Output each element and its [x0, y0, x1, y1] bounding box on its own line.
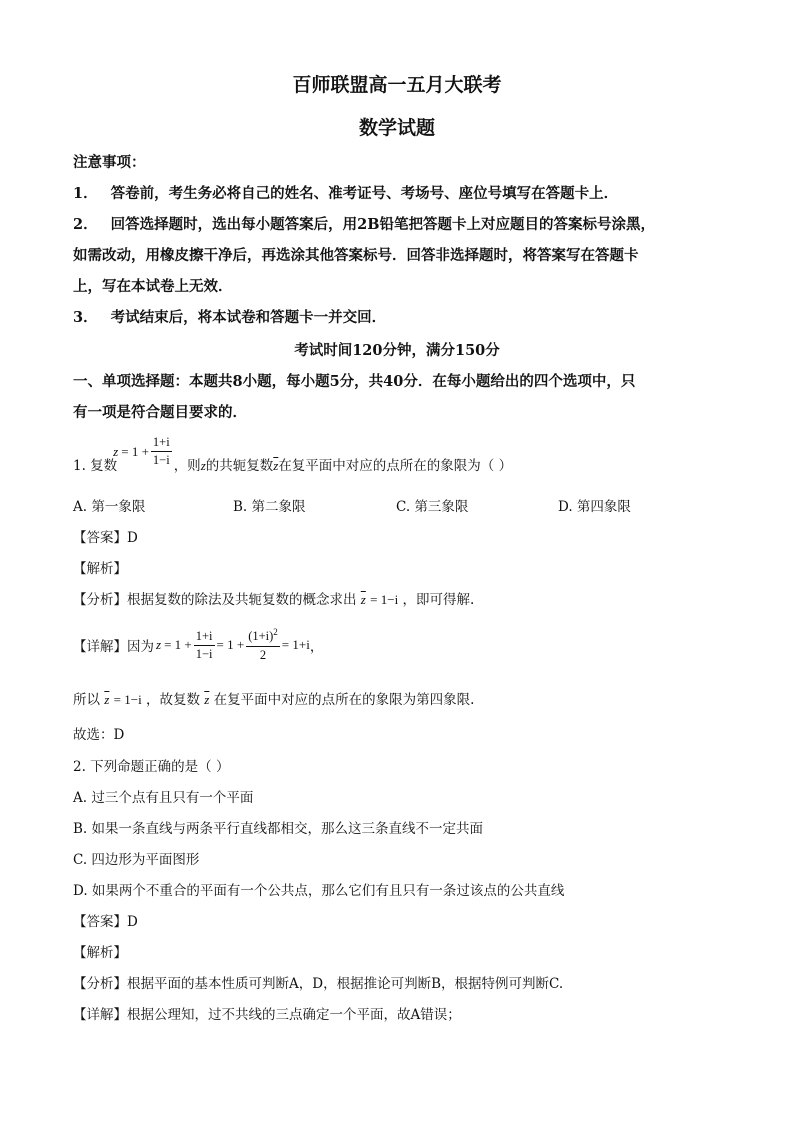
page-subtitle: 数学试题: [358, 117, 435, 139]
q2-detail: 【详解】根据公理知，过不共线的三点确定一个平面，故A错误；: [73, 1007, 461, 1023]
q2-stem: 2. 下列命题正确的是（ ）: [73, 759, 230, 775]
note-2-number: 2．: [73, 216, 98, 233]
q2-answer: 【答案】D: [73, 914, 138, 930]
q1-fenxi-text-a: 【分析】根据复数的除法及共轭复数的概念求出: [73, 592, 357, 608]
q1-detail-fraction-1: [194, 629, 215, 662]
q1-answer: 【答案】D: [73, 530, 138, 546]
q1-detail-fraction-2: [246, 627, 280, 662]
note-3-number: 3．: [73, 309, 98, 326]
q1-so-zbar-2: $\overline{z}$: [204, 692, 210, 707]
note-1: [73, 182, 618, 203]
q1-so-text-b: ，故复数: [145, 692, 200, 708]
q1-analysis-label: 【解析】: [73, 561, 127, 577]
q1-detail-fraction-2-exp: 2: [273, 627, 278, 638]
q1-detail-eq3: = 1+i: [281, 637, 310, 652]
note-2-text-b: 如需改动，用橡皮擦干净后，再选涂其他答案标号．回答非选择题时，将答案写在答题卡: [73, 247, 639, 264]
q1-option-a: A. 第一象限: [73, 499, 146, 515]
q1-detail-fraction-2-den: 2: [259, 647, 267, 662]
q1-conclusion: [73, 688, 474, 708]
q2-option-d: D. 如果两个不重合的平面有一个公共点，那么它们有且只有一条过该点的公共直线: [73, 883, 565, 899]
q1-fraction-den: 1−i: [152, 453, 170, 467]
q2-option-a: A. 过三个点有且只有一个平面: [73, 790, 254, 806]
q2-option-c: C. 四边形为平面图形: [73, 852, 200, 868]
q1-detail-fraction-1-den: 1−i: [195, 646, 213, 661]
q1-detail-eq1: = 1 +: [164, 637, 192, 652]
note-1-number: 1．: [73, 185, 98, 202]
q1-zbar: $\overline{z}$: [273, 458, 279, 473]
q1-mid-2: 的共轭复数: [205, 458, 274, 474]
q1-detail: [73, 622, 323, 668]
q1-formula: [113, 435, 174, 468]
q1-suffix: 在复平面中对应的点所在的象限为（ ）: [278, 458, 513, 474]
section-heading-line-2: 有一项是符合题目要求的．: [73, 404, 247, 421]
q1-eq: = 1 +: [121, 443, 149, 459]
note-2-text-a: 回答选择题时，选出每小题答案后，用2B铅笔把答题卡上对应题目的答案标号涂黑，: [110, 216, 655, 233]
note-2-text-c: 上，写在本试卷上无效．: [73, 278, 233, 295]
q1-option-c: C. 第三象限: [396, 499, 469, 515]
q2-option-b: B. 如果一条直线与两条平行直线都相交，那么这三条直线不一定共面: [73, 821, 484, 837]
note-3-text: 考试结束后，将本试卷和答题卡一并交回．: [110, 309, 387, 326]
q1-so-expr: = 1−i: [113, 692, 142, 707]
q1-fenxi: [73, 588, 474, 608]
q1-z: z: [113, 443, 119, 459]
q1-choice: 故选：D: [73, 727, 125, 743]
note-1-text: 答卷前，考生务必将自己的姓名、准考证号、考场号、座位号填写在答题卡上．: [110, 185, 619, 202]
note-2: [73, 213, 655, 234]
q2-analysis-label: 【解析】: [73, 945, 127, 961]
q1-stem: [73, 435, 513, 482]
exam-info: 考试时间120分钟，满分150分: [294, 342, 500, 359]
q1-detail-text-a: 【详解】因为: [73, 639, 154, 655]
q1-mid: ，则: [173, 458, 201, 474]
q1-fenxi-text-b: ，即可得解.: [402, 592, 475, 608]
q1-detail-fraction-1-num: 1+i: [194, 629, 215, 646]
q1-detail-eq2: = 1 +: [216, 637, 245, 652]
q2-fenxi: 【分析】根据平面的基本性质可判断A，D，根据推论可判断B，根据特例可判断C.: [73, 976, 564, 992]
q1-detail-fraction-2-base: (1+i): [248, 629, 274, 644]
q1-prefix: 1. 复数: [73, 458, 118, 474]
note-3: [73, 306, 386, 327]
q1-fraction: [151, 435, 172, 468]
section-heading-line-1: 一、单项选择题：本题共8小题，每小题5分，共40分．在每小题给出的四个选项中，只: [73, 373, 636, 390]
q1-detail-fraction-2-num: [246, 627, 280, 646]
page-title: 百师联盟高一五月大联考: [292, 74, 502, 96]
q1-fenxi-zbar: $\overline{z}$: [360, 592, 366, 607]
q1-so-text-c: 在复平面中对应的点所在的象限为第四象限.: [213, 692, 475, 708]
q1-so-zbar: $\overline{z}$: [104, 692, 110, 707]
q1-fraction-num: 1+i: [151, 435, 172, 452]
q1-so-text-a: 所以: [73, 692, 100, 708]
q1-option-b: B. 第二象限: [233, 499, 306, 515]
q1-detail-z: z: [156, 637, 162, 652]
q1-z-2: z: [200, 458, 206, 473]
q1-detail-end: ，: [309, 639, 324, 655]
q1-option-d: D. 第四象限: [558, 499, 631, 515]
q1-fenxi-expr: = 1−i: [370, 592, 399, 607]
notes-heading: 注意事项：: [73, 154, 146, 171]
